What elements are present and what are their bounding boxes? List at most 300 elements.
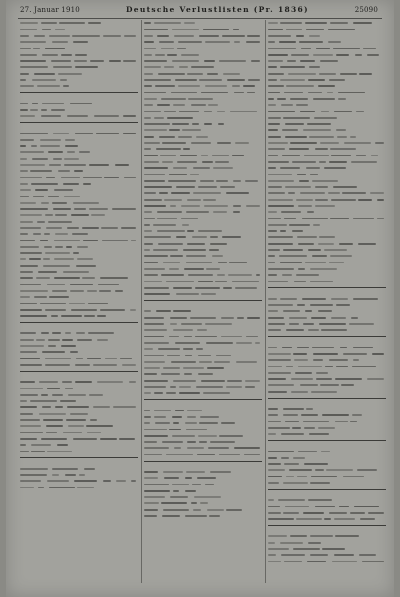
ink-word	[89, 164, 109, 166]
ink-word	[268, 136, 281, 138]
ink-word	[334, 518, 356, 520]
ink-word	[20, 277, 33, 279]
header-date: 27. Januar 1910	[20, 6, 80, 14]
ink-word	[268, 366, 282, 368]
ink-word	[377, 218, 384, 220]
ink-word	[284, 92, 303, 94]
ink-word	[284, 218, 296, 220]
ink-word	[325, 366, 333, 368]
section-heading	[20, 322, 138, 330]
ink-word	[268, 92, 280, 94]
ink-word	[185, 422, 197, 424]
ink-word	[183, 367, 205, 369]
ink-word	[169, 129, 180, 131]
ink-word	[268, 317, 284, 319]
ink-word	[184, 373, 193, 375]
ink-word	[268, 205, 294, 207]
ink-word	[227, 380, 242, 382]
ink-word	[173, 167, 187, 169]
ink-word	[207, 73, 217, 75]
ink-word	[200, 180, 214, 182]
ink-word	[163, 262, 180, 264]
ink-word	[280, 79, 305, 81]
ink-word	[268, 451, 294, 453]
ink-word	[42, 406, 51, 408]
ink-word	[144, 117, 151, 119]
ink-word	[245, 180, 259, 182]
ink-word	[199, 422, 218, 424]
ink-word	[283, 482, 308, 484]
ink-word	[190, 317, 216, 319]
list-section	[144, 20, 262, 297]
ink-word	[89, 394, 103, 396]
ink-word	[351, 161, 377, 163]
ink-word	[288, 73, 315, 75]
ink-word	[334, 111, 352, 113]
ink-word	[186, 262, 213, 264]
ink-word	[63, 85, 69, 87]
ink-word	[285, 421, 299, 423]
ink-word	[181, 54, 198, 56]
ink-word	[20, 303, 37, 305]
ink-word	[268, 554, 276, 556]
ink-word	[55, 29, 65, 31]
ink-word	[195, 336, 218, 338]
ink-word	[144, 348, 153, 350]
ink-word	[45, 358, 71, 360]
ink-word	[42, 54, 58, 56]
ink-word	[324, 167, 345, 169]
ink-word	[221, 422, 235, 424]
ink-word	[20, 432, 43, 434]
ink-word	[88, 22, 100, 24]
ink-word	[191, 104, 207, 106]
ink-word	[310, 174, 318, 176]
ink-word	[144, 98, 157, 100]
ink-word	[245, 380, 260, 382]
ink-word	[20, 394, 38, 396]
ink-word	[333, 186, 357, 188]
ink-word	[190, 174, 200, 176]
ink-word	[20, 54, 37, 56]
ink-word	[42, 103, 64, 105]
ink-word	[20, 290, 48, 292]
ink-word	[64, 196, 81, 198]
ink-word	[268, 104, 276, 106]
ink-word	[268, 230, 277, 232]
ink-word	[41, 332, 49, 334]
ink-word	[268, 243, 293, 245]
ink-word	[319, 73, 336, 75]
ink-word	[20, 183, 28, 185]
ink-word	[144, 429, 167, 431]
ink-word	[268, 512, 281, 514]
ink-word	[131, 480, 136, 482]
ink-word	[90, 60, 105, 62]
ink-word	[187, 73, 204, 75]
ink-word	[105, 358, 117, 360]
ink-word	[216, 355, 231, 357]
ink-word	[41, 109, 48, 111]
ink-word	[300, 384, 319, 386]
ink-word	[20, 73, 29, 75]
ink-word	[331, 155, 351, 157]
ink-word	[49, 487, 75, 489]
ink-word	[176, 293, 199, 295]
ink-word	[191, 502, 197, 504]
ink-word	[62, 339, 73, 341]
ink-word	[35, 189, 49, 191]
ink-word	[329, 262, 343, 264]
ink-word	[268, 180, 294, 182]
ink-word	[313, 224, 320, 226]
ink-word	[226, 509, 242, 511]
ink-word	[232, 85, 241, 87]
section-heading	[144, 461, 262, 469]
ink-word	[336, 54, 350, 56]
ink-word	[167, 117, 194, 119]
ink-word	[45, 252, 70, 254]
ink-word	[20, 214, 42, 216]
ink-word	[101, 227, 118, 229]
ink-word	[159, 136, 175, 138]
ink-word	[184, 268, 204, 270]
ink-word	[37, 221, 45, 223]
ink-word	[20, 158, 27, 160]
ink-word	[308, 92, 323, 94]
ink-word	[268, 73, 284, 75]
ink-word	[170, 317, 187, 319]
ink-word	[299, 180, 310, 182]
ink-word	[103, 480, 111, 482]
ink-word	[144, 54, 152, 56]
ink-word	[179, 392, 200, 394]
ink-word	[280, 167, 300, 169]
ink-word	[292, 161, 317, 163]
ink-word	[301, 414, 318, 416]
ink-word	[303, 129, 330, 131]
ink-word	[280, 262, 302, 264]
ink-word	[144, 416, 151, 418]
ink-word	[331, 298, 348, 300]
ink-word	[144, 180, 165, 182]
ink-word	[156, 310, 170, 312]
ink-word	[223, 73, 240, 75]
ink-word	[326, 469, 353, 471]
ink-word	[292, 230, 303, 232]
ink-word	[61, 54, 72, 56]
ink-word	[313, 353, 338, 355]
ink-word	[318, 243, 335, 245]
ink-word	[100, 438, 117, 440]
ink-word	[268, 457, 277, 459]
ink-word	[156, 148, 181, 150]
ink-word	[338, 98, 346, 100]
ink-word	[52, 41, 68, 43]
ink-word	[237, 317, 244, 319]
ink-word	[32, 103, 38, 105]
ink-word	[173, 310, 191, 312]
ink-word	[209, 515, 220, 517]
ink-word	[144, 48, 156, 50]
list-section	[268, 489, 386, 522]
ink-word	[286, 476, 295, 478]
ink-word	[84, 468, 96, 470]
list-entry	[268, 516, 386, 522]
ink-word	[77, 246, 88, 248]
ink-word	[184, 336, 191, 338]
ink-word	[75, 364, 90, 366]
ink-word	[144, 211, 152, 213]
ink-word	[45, 214, 54, 216]
ink-word	[176, 236, 186, 238]
ink-word	[294, 281, 306, 283]
ink-word	[310, 268, 337, 270]
ink-word	[268, 211, 277, 213]
ink-word	[289, 224, 310, 226]
ink-word	[54, 240, 80, 242]
ink-word	[310, 482, 331, 484]
ink-word	[144, 471, 158, 473]
ink-word	[247, 317, 260, 319]
ink-word	[268, 268, 294, 270]
ink-word	[282, 155, 299, 157]
ink-word	[20, 400, 27, 402]
ink-word	[83, 177, 101, 179]
ink-word	[308, 499, 332, 501]
ink-word	[216, 180, 228, 182]
ink-word	[20, 468, 48, 470]
ink-word	[289, 469, 313, 471]
ink-word	[247, 92, 255, 94]
ink-word	[120, 358, 133, 360]
ink-word	[316, 378, 332, 380]
ink-word	[183, 348, 194, 350]
ink-word	[41, 22, 57, 24]
ink-word	[302, 298, 327, 300]
list-entry	[20, 113, 138, 119]
header-page-number: 25090	[354, 6, 378, 14]
ink-word	[310, 304, 333, 306]
ink-word	[324, 249, 346, 251]
ink-word	[47, 284, 65, 286]
ink-word	[144, 317, 164, 319]
ink-word	[343, 353, 367, 355]
ink-word	[303, 512, 324, 514]
ink-word	[302, 218, 328, 220]
ink-word	[218, 123, 224, 125]
ink-word	[329, 161, 347, 163]
ink-word	[304, 427, 315, 429]
ink-word	[255, 342, 260, 344]
ink-word	[144, 167, 168, 169]
ink-word	[296, 35, 304, 37]
ink-word	[281, 457, 289, 459]
ink-word	[358, 199, 372, 201]
ink-word	[65, 145, 78, 147]
ink-word	[268, 281, 288, 283]
ink-word	[356, 111, 364, 113]
ink-word	[144, 454, 162, 456]
ink-word	[245, 386, 256, 388]
ink-word	[201, 293, 216, 295]
ink-word	[293, 548, 320, 550]
ink-word	[199, 79, 222, 81]
ink-word	[20, 115, 35, 117]
list-section	[268, 398, 386, 437]
ink-word	[268, 192, 285, 194]
ink-word	[83, 183, 91, 185]
ink-word	[196, 386, 223, 388]
ink-word	[53, 133, 69, 135]
ink-word	[310, 535, 333, 537]
ink-word	[353, 359, 359, 361]
ink-word	[20, 258, 26, 260]
ink-word	[282, 274, 293, 276]
column-2	[144, 20, 262, 589]
ink-word	[93, 364, 117, 366]
ink-word	[288, 192, 295, 194]
ink-word	[329, 79, 345, 81]
ink-word	[20, 103, 28, 105]
ink-word	[222, 35, 245, 37]
ink-word	[176, 186, 195, 188]
ink-word	[67, 151, 75, 153]
ink-word	[220, 186, 236, 188]
ink-word	[315, 199, 329, 201]
ink-word	[43, 419, 63, 421]
ink-word	[293, 457, 306, 459]
ink-word	[188, 274, 213, 276]
ink-word	[144, 111, 161, 113]
ink-word	[116, 480, 127, 482]
ink-word	[144, 361, 165, 363]
ink-word	[161, 502, 187, 504]
ink-word	[297, 174, 306, 176]
ink-word	[268, 98, 274, 100]
ink-word	[185, 477, 192, 479]
ink-word	[197, 329, 207, 331]
list-section	[144, 399, 262, 457]
ink-word	[330, 218, 349, 220]
ink-word	[352, 366, 376, 368]
ink-word	[268, 482, 279, 484]
ink-word	[144, 243, 153, 245]
ink-word	[48, 345, 57, 347]
ink-word	[205, 41, 231, 43]
ink-word	[63, 432, 82, 434]
ink-word	[51, 315, 58, 317]
ink-word	[311, 476, 336, 478]
ink-word	[169, 336, 178, 338]
ink-word	[268, 329, 281, 331]
ink-word	[292, 427, 301, 429]
ink-word	[268, 408, 278, 410]
ink-word	[268, 161, 289, 163]
ink-word	[159, 192, 168, 194]
ink-word	[283, 310, 300, 312]
ink-word	[283, 249, 303, 251]
section-heading	[144, 399, 262, 407]
ink-word	[144, 355, 164, 357]
ink-word	[330, 148, 356, 150]
ink-word	[161, 274, 184, 276]
ink-word	[73, 252, 79, 254]
ink-word	[20, 139, 34, 141]
ink-word	[183, 249, 206, 251]
ink-word	[41, 115, 62, 117]
ink-word	[307, 123, 330, 125]
ink-word	[295, 372, 312, 374]
ink-word	[297, 347, 309, 349]
ink-word	[144, 148, 151, 150]
ink-word	[37, 85, 60, 87]
ink-word	[144, 186, 172, 188]
ink-word	[153, 249, 178, 251]
section-heading	[268, 287, 386, 295]
ink-word	[20, 265, 38, 267]
ink-word	[30, 400, 57, 402]
ink-word	[312, 347, 334, 349]
ink-word	[20, 332, 36, 334]
ink-word	[122, 364, 136, 366]
ink-word	[201, 155, 208, 157]
list-section	[20, 92, 138, 119]
ink-word	[20, 438, 37, 440]
ink-word	[182, 129, 201, 131]
ink-word	[307, 561, 326, 563]
ink-word	[212, 255, 224, 257]
ink-word	[38, 487, 44, 489]
ink-word	[234, 447, 260, 449]
ink-word	[179, 386, 191, 388]
ink-word	[154, 392, 163, 394]
ink-word	[300, 111, 315, 113]
section-heading	[268, 398, 386, 406]
ink-word	[329, 359, 348, 361]
ink-word	[97, 315, 106, 317]
ink-word	[70, 413, 88, 415]
ink-word	[20, 164, 45, 166]
ink-word	[46, 227, 62, 229]
ink-word	[289, 323, 299, 325]
ink-word	[338, 92, 365, 94]
ink-word	[144, 281, 162, 283]
ink-word	[144, 218, 155, 220]
ink-word	[324, 518, 331, 520]
ink-word	[144, 342, 169, 344]
ink-word	[199, 441, 206, 443]
ink-word	[218, 262, 228, 264]
ink-word	[340, 347, 347, 349]
ink-word	[144, 41, 154, 43]
ink-word	[173, 329, 193, 331]
ink-word	[100, 309, 125, 311]
ink-word	[170, 323, 178, 325]
ink-word	[331, 199, 355, 201]
ink-word	[144, 410, 150, 412]
ink-word	[232, 281, 259, 283]
ink-word	[298, 243, 314, 245]
ink-word	[246, 41, 260, 43]
ink-word	[109, 60, 121, 62]
ink-word	[196, 136, 208, 138]
ink-word	[286, 366, 293, 368]
ink-word	[191, 142, 212, 144]
ink-word	[357, 469, 377, 471]
ink-word	[53, 66, 72, 68]
ink-word	[44, 246, 52, 248]
